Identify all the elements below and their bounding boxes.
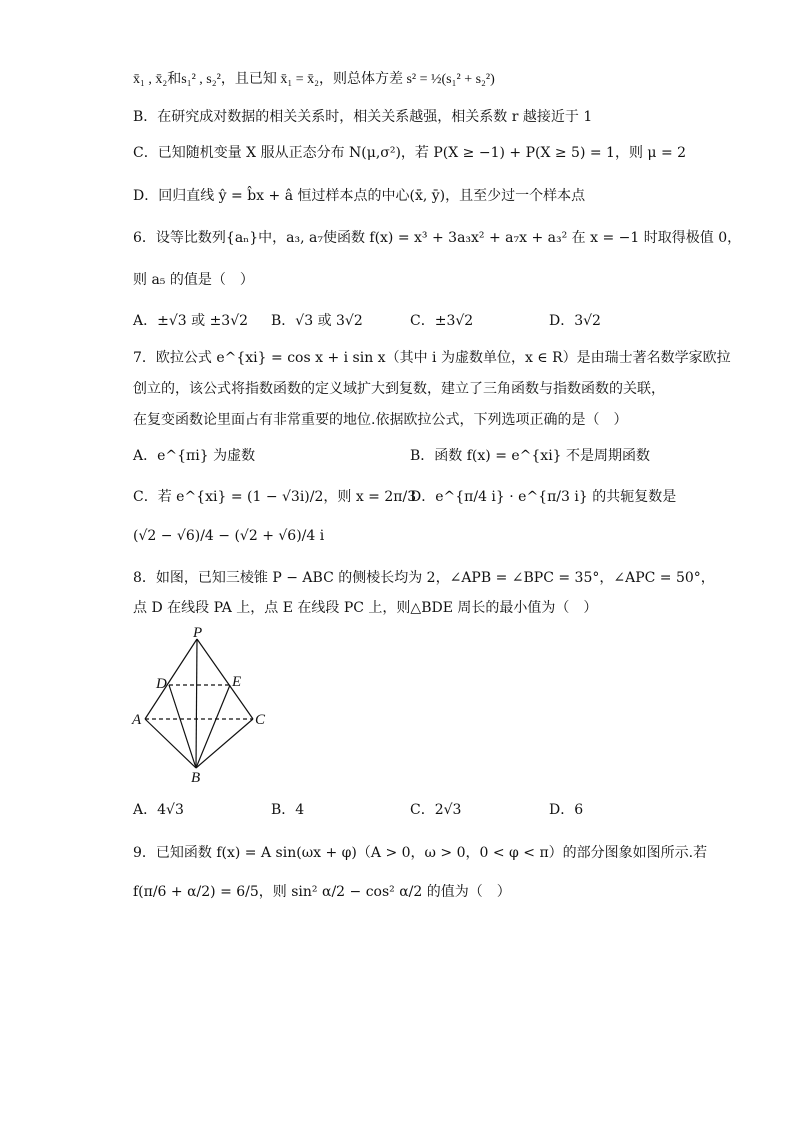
edge-pb — [196, 639, 197, 768]
option-label: A．4√3 — [133, 802, 184, 818]
option-label: A．±√3 或 ±3√2 — [133, 313, 249, 329]
q9-stem-2 — [133, 882, 511, 902]
option-text: B．在研究成对数据的相关关系时，相关关系越强，相关系数 r 越接近于 1 — [133, 109, 593, 125]
question-text: 8．如图，已知三棱锥 P − ABC 的侧棱长均为 2，∠APB = ∠BPC = 35°，∠APC = 50°， — [133, 570, 715, 586]
question-text: 6．设等比数列{aₙ}中，a₃, a₇使函数 f(x) = x³ + 3a₃x² + a₇x + a₃² 在 x = −1 时取得极值 0， — [133, 230, 742, 246]
label-c: C — [255, 712, 266, 728]
q6-option-b[interactable] — [271, 311, 363, 331]
edge-pa — [145, 639, 197, 719]
q7-option-d[interactable] — [410, 487, 676, 507]
question-text: 在复变函数论里面占有非常重要的地位.依据欧拉公式，下列选项正确的是（ ） — [133, 412, 628, 428]
tetrahedron-figure — [128, 626, 278, 784]
q6-option-c[interactable] — [410, 311, 473, 331]
q8-option-b[interactable] — [271, 800, 304, 820]
question-text: 点 D 在线段 PA 上，点 E 在线段 PC 上，则△BDE 周长的最小值为（ ） — [133, 600, 598, 616]
label-e: E — [232, 674, 242, 690]
q6-option-a[interactable] — [133, 311, 248, 331]
option-label: C．2√3 — [410, 802, 462, 818]
question-text: 创立的，该公式将指数函数的定义域扩大到复数，建立了三角函数与指数函数的关联， — [133, 381, 665, 397]
q7-option-d-value — [133, 526, 324, 546]
option-label: D．3√2 — [549, 313, 601, 329]
edge-cb — [196, 719, 253, 768]
option-label: B．4 — [271, 802, 305, 818]
question-text: f(π/6 + α/2) = 6/5，则 sin² α/2 − cos² α/2 的值为（ ） — [133, 884, 511, 900]
q7-stem-3 — [133, 410, 627, 430]
q8-option-c[interactable] — [410, 800, 461, 820]
line-text: x̄₁ , x̄₂和s₁² , s₂²，且已知 x̄₁ = x̄₂，则总体方差 s² = ½(s₁² + s₂²) — [133, 72, 495, 87]
q5-option-c — [133, 143, 686, 163]
q8-option-a[interactable] — [133, 800, 184, 820]
q5-option-a-cont — [133, 70, 495, 90]
label-p: P — [193, 626, 203, 641]
q6-option-d[interactable] — [549, 311, 601, 331]
q5-option-b — [133, 107, 592, 127]
option-value: (√2 − √6)/4 − (√2 + √6)/4 i — [133, 528, 325, 544]
option-label: B．√3 或 3√2 — [271, 313, 363, 329]
option-text: D．回归直线 ŷ = b̂x + â 恒过样本点的中心(x̄, ȳ)，且至少过一个样本点 — [133, 188, 586, 204]
option-label: B．函数 f(x) = e^{xi} 不是周期函数 — [410, 448, 651, 464]
edge-pc — [197, 639, 253, 719]
question-text: 9．已知函数 f(x) = A sin(ωx + φ)（A > 0，ω > 0，0 < φ < π）的部分图象如图所示.若 — [133, 845, 708, 861]
q8-option-d[interactable] — [549, 800, 583, 820]
q7-stem-2 — [133, 379, 665, 399]
option-text: C．已知随机变量 X 服从正态分布 N(μ,σ²)，若 P(X ≥ −1) + P(X ≥ 5) = 1，则 μ = 2 — [133, 145, 687, 161]
option-label: D．6 — [549, 802, 584, 818]
q7-option-b[interactable] — [410, 446, 650, 466]
q8-stem-1 — [133, 568, 715, 588]
label-a: A — [132, 712, 142, 728]
option-label: D．e^{π/4 i} · e^{π/3 i} 的共轭复数是 — [410, 489, 677, 505]
question-text: 7．欧拉公式 e^{xi} = cos x + i sin x（其中 i 为虚数单位，x ∈ R）是由瑞士著名数学家欧拉 — [133, 350, 731, 366]
option-label: A．e^{πi} 为虚数 — [133, 448, 256, 464]
q7-option-c[interactable] — [133, 487, 416, 507]
option-label: C．若 e^{xi} = (1 − √3i)/2，则 x = 2π/3 — [133, 489, 417, 505]
q5-option-d — [133, 186, 585, 206]
q7-option-a[interactable] — [133, 446, 255, 466]
label-d: D — [156, 676, 167, 692]
q9-stem-1 — [133, 843, 707, 863]
label-b: B — [191, 770, 201, 784]
q8-stem-2 — [133, 598, 597, 618]
q7-stem-1 — [133, 348, 731, 368]
option-label: C．±3√2 — [410, 313, 474, 329]
question-text: 则 a₅ 的值是（ ） — [133, 272, 254, 288]
q6-stem-2 — [133, 270, 254, 290]
q6-stem-1 — [133, 228, 741, 248]
